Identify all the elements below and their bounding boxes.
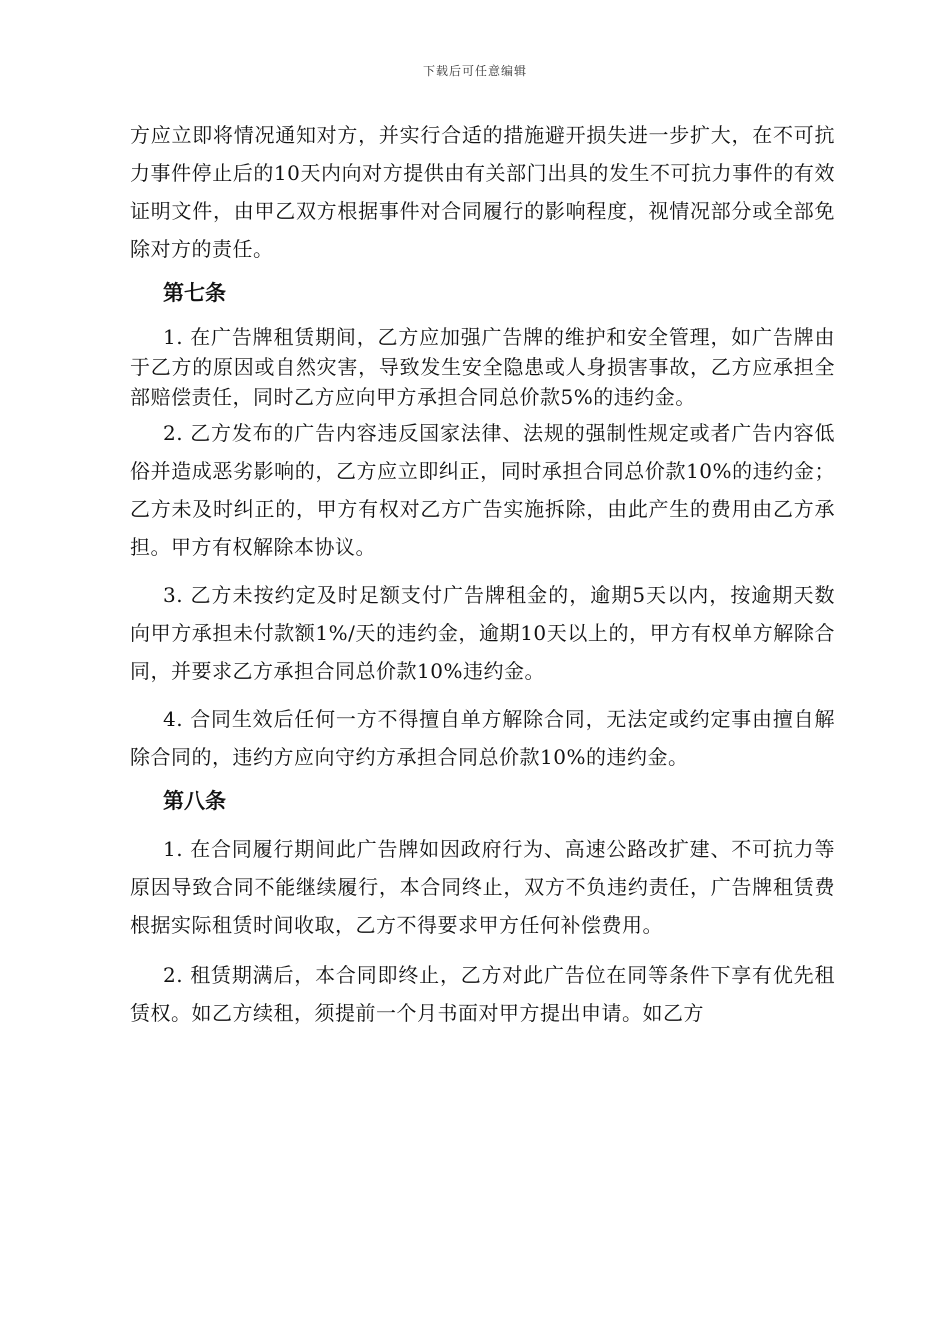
article-7-item-3: 3. 乙方未按约定及时足额支付广告牌租金的，逾期5天以内，按逾期天数向甲方承担未付款额1%/天的违约金，逾期10天以上的，甲方有权单方解除合同，并要求乙方承担合同总价款10%违约金。 [130, 583, 835, 683]
article-8-item-1: 1. 在合同履行期间此广告牌如因政府行为、高速公路改扩建、不可抗力等原因导致合同不能继续履行，本合同终止，双方不负违约责任，广告牌租赁费根据实际租赁时间收取，乙方不得要求甲方任何补偿费用。 [130, 837, 835, 937]
article-7-item-4: 4. 合同生效后任何一方不得擅自单方解除合同，无法定或约定事由擅自解除合同的，违约方应向守约方承担合同总价款10%的违约金。 [130, 707, 835, 769]
document-body [130, 116, 835, 1032]
article-8-heading: 第八条 [163, 789, 226, 813]
article-7-item-1: 1. 在广告牌租赁期间，乙方应加强广告牌的维护和安全管理，如广告牌由于乙方的原因或自然灾害，导致发生安全隐患或人身损害事故，乙方应承担全部赔偿责任，同时乙方应向甲方承担合同总价款5%的违约金。 [130, 325, 835, 409]
header-note: 下载后可任意编辑 [422, 64, 527, 78]
article-8-item-2: 2. 租赁期满后，本合同即终止，乙方对此广告位在同等条件下享有优先租赁权。如乙方续租，须提前一个月书面对甲方提出申请。如乙方 [130, 963, 835, 1025]
article-7-heading: 第七条 [163, 281, 226, 305]
article-7-item-2: 2. 乙方发布的广告内容违反国家法律、法规的强制性规定或者广告内容低俗并造成恶劣影响的，乙方应立即纠正，同时承担合同总价款10%的违约金；乙方未及时纠正的，甲方有权对乙方广告实施拆除，由此产生的费用由乙方承担。甲方有权解除本协议。 [130, 421, 835, 559]
paragraph-force-majeure: 方应立即将情况通知对方，并实行合适的措施避开损失进一步扩大，在不可抗力事件停止后的10天内向对方提供由有关部门出具的发生不可抗力事件的有效证明文件，由甲乙双方根据事件对合同履行的影响程度，视情况部分或全部免除对方的责任。 [130, 123, 835, 261]
